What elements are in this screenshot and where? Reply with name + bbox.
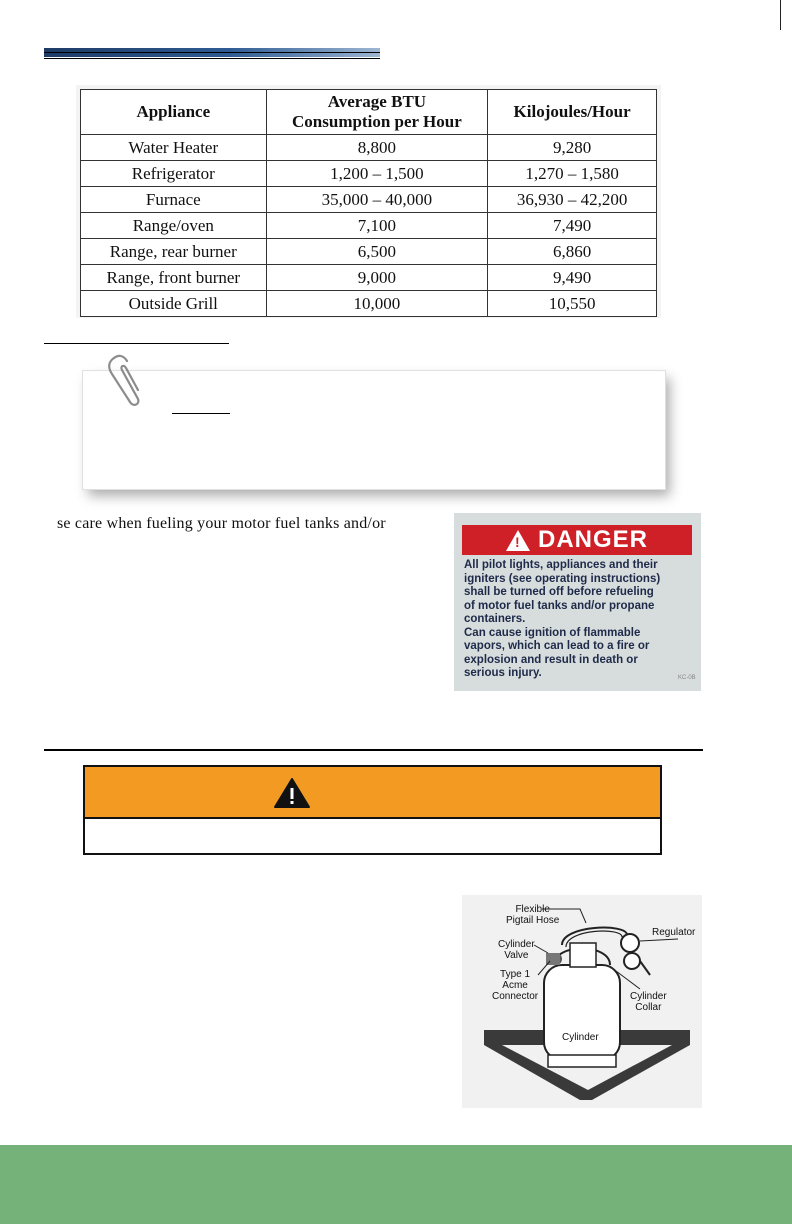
btu-cell: 10,000 <box>266 291 488 317</box>
danger-title: DANGER <box>537 526 648 553</box>
table-row <box>81 291 657 317</box>
btu-cell: 8,800 <box>266 135 488 161</box>
table-row <box>81 265 657 291</box>
kj-cell: 10,550 <box>488 291 657 317</box>
label-acme-connector: Type 1 Acme Connector <box>492 969 539 1002</box>
note-label-underline <box>172 413 230 414</box>
btu-cell: 1,200 – 1,500 <box>266 161 488 187</box>
header-rule-lower <box>44 58 380 59</box>
btu-cell: 35,000 – 40,000 <box>266 187 488 213</box>
appliance-cell: Outside Grill <box>81 291 267 317</box>
section-heading-underline <box>44 343 229 344</box>
table-row <box>81 135 657 161</box>
table-row <box>81 213 657 239</box>
table-row <box>81 239 657 265</box>
danger-label-image <box>454 513 701 691</box>
kj-cell: 36,930 – 42,200 <box>488 187 657 213</box>
fueling-paragraph: se care when fueling your motor fuel tanks and/or <box>57 515 386 532</box>
appliance-cell: Range, front burner <box>81 265 267 291</box>
header-rule <box>44 52 380 53</box>
label-cylinder-valve: Cylinder Valve <box>498 939 535 961</box>
kj-cell: 9,490 <box>488 265 657 291</box>
kj-cell: 6,860 <box>488 239 657 265</box>
section-divider <box>44 749 703 751</box>
crop-mark <box>780 0 781 30</box>
danger-body-text: All pilot lights, appliances and their igniters (see operating instructions) shall be turned off before refueling of motor fuel tanks and/or propane containers. Can cause ignition of flammable vapors, which can lead to a fire or explosion and result in death or serious injury. <box>464 559 661 679</box>
warning-triangle-icon <box>273 777 311 809</box>
header-kilojoules: Kilojoules/Hour <box>488 90 657 135</box>
kj-cell: 1,270 – 1,580 <box>488 161 657 187</box>
header-appliance: Appliance <box>81 90 267 135</box>
table-row <box>81 161 657 187</box>
btu-table <box>80 89 657 317</box>
kj-cell: 9,280 <box>488 135 657 161</box>
danger-label-code: KC-0B <box>678 675 696 681</box>
appliance-cell: Furnace <box>81 187 267 213</box>
label-regulator: Regulator <box>652 927 696 938</box>
propane-cylinder-diagram <box>462 895 702 1108</box>
label-pigtail-hose: Flexible Pigtail Hose <box>506 904 560 926</box>
btu-cell: 9,000 <box>266 265 488 291</box>
warning-triangle-icon: ! <box>506 530 530 551</box>
danger-header <box>462 525 692 555</box>
paperclip-icon <box>100 352 144 408</box>
header-btu: Average BTU Consumption per Hour <box>266 90 488 135</box>
label-cylinder: Cylinder <box>562 1032 599 1043</box>
appliance-cell: Range, rear burner <box>81 239 267 265</box>
appliance-cell: Refrigerator <box>81 161 267 187</box>
table-header-row <box>81 90 657 135</box>
warning-box <box>83 765 662 855</box>
label-cylinder-collar: Cylinder Collar <box>630 991 667 1013</box>
btu-consumption-table <box>76 85 661 318</box>
table-row <box>81 187 657 213</box>
footer-band <box>0 1145 792 1224</box>
btu-cell: 6,500 <box>266 239 488 265</box>
appliance-cell: Water Heater <box>81 135 267 161</box>
btu-cell: 7,100 <box>266 213 488 239</box>
note-box <box>82 370 666 490</box>
kj-cell: 7,490 <box>488 213 657 239</box>
warning-header <box>85 767 660 819</box>
appliance-cell: Range/oven <box>81 213 267 239</box>
